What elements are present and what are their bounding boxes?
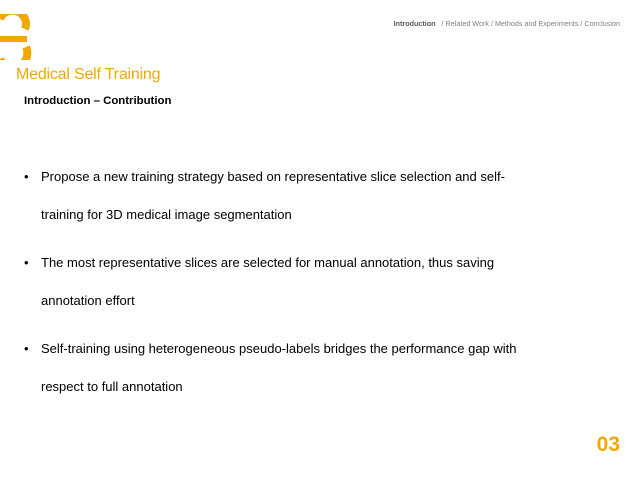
section-navigation [394,19,620,28]
bullet-item [24,158,604,234]
bullet-marker: • [24,255,29,270]
bullet-text-line: Self-training using heterogeneous pseudo-labels bridges the performance gap with [41,341,517,356]
nav-other-sections[interactable]: / Related Work / Methods and Experiments / Conclusion [441,19,620,28]
bullet-text-line: respect to full annotation [41,379,183,394]
bullet-text-line: training for 3D medical image segmentation [41,207,292,222]
bullet-text-line: Propose a new training strategy based on representative slice selection and self- [41,169,505,184]
bullet-item [24,244,604,320]
nav-current-section[interactable]: Introduction [393,19,436,28]
bullet-marker: • [24,169,29,184]
bullet-marker: • [24,341,29,356]
page-number: 03 [596,433,620,456]
bullet-item [24,330,604,406]
brand-logo-icon [0,14,34,60]
slide-subtitle: Introduction – Contribution [24,95,172,107]
bullet-list [24,158,604,416]
bullet-text-line: The most representative slices are selected for manual annotation, thus saving [41,255,495,270]
bullet-text-line: annotation effort [41,293,135,308]
slide-title: Medical Self Training [16,66,161,83]
